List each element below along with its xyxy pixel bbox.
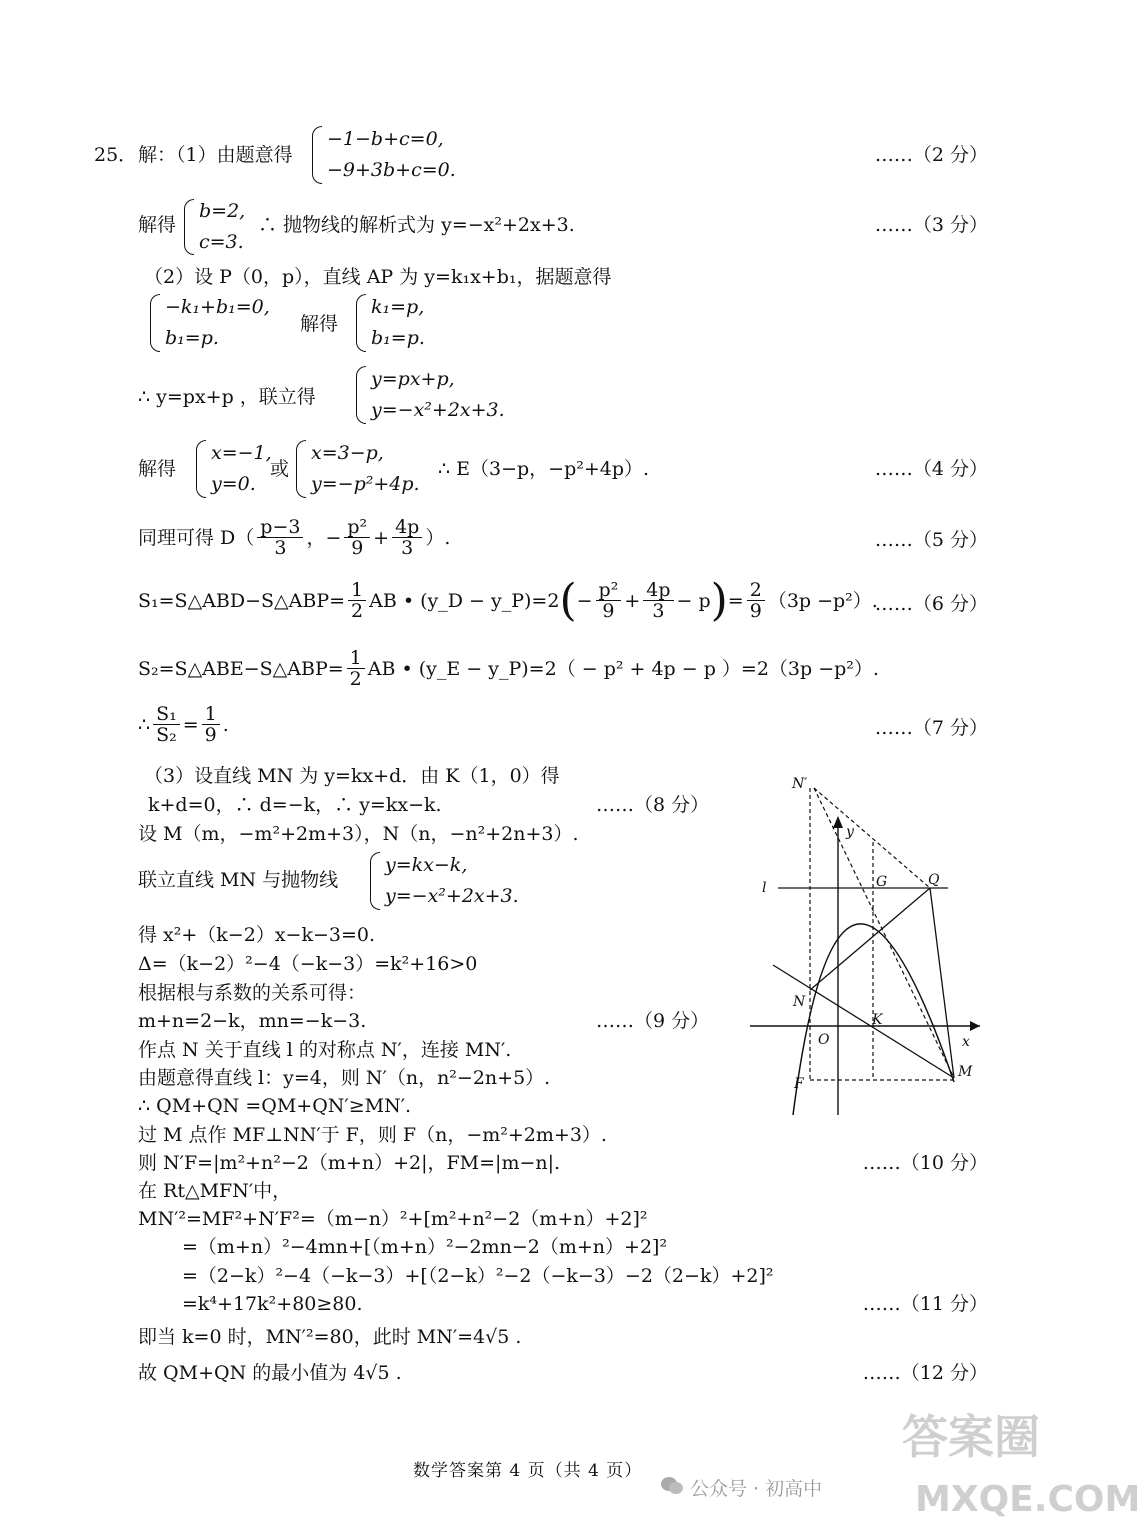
fraction <box>153 704 180 745</box>
page-footer: 数学答案第 4 页（共 4 页） <box>413 1461 643 1481</box>
label-N: N <box>793 994 806 1010</box>
score-mark: ……（4 分） <box>874 458 988 480</box>
left-paren: ( <box>559 574 577 626</box>
p3-line: 设 M（m，−m²+2m+3），N（n，−n²+2n+3）. <box>138 823 579 845</box>
equation: y=kx−k, <box>385 854 468 876</box>
watermark-site: MXQE.COM <box>915 1479 1140 1520</box>
equation: y=px+p, <box>371 368 455 390</box>
text: （3p −p²）. <box>767 589 878 612</box>
numerator: p−3 <box>257 517 303 538</box>
equation: y=−p²+4p. <box>311 473 420 495</box>
score-mark: ……（2 分） <box>874 144 988 166</box>
numerator: 2 <box>747 580 765 601</box>
text: S₁=S△ABD−S△ABP= <box>138 589 346 612</box>
fraction <box>344 517 370 558</box>
or-label: 或 <box>270 458 290 480</box>
denominator: 3 <box>274 537 287 559</box>
equation-system <box>356 364 505 426</box>
p3-line: （3）设直线 MN 为 y=kx+d．由 K（1，0）得 <box>144 765 560 787</box>
equation: −9+3b+c=0. <box>327 159 456 181</box>
equation-system <box>356 292 425 354</box>
p3-line: =（2−k）²−4（−k−3）+[（2−k）²−2（−k−3）−2（2−k）+2]² <box>182 1265 774 1287</box>
equation: b₁=p. <box>371 327 425 349</box>
y-axis-arrow-icon <box>833 816 843 828</box>
equation: c=3. <box>199 231 244 253</box>
denominator: S₂ <box>156 724 177 746</box>
p3-line: 由题意得直线 l：y=4，则 N′（n，n²−2n+5）. <box>138 1067 551 1089</box>
label-F: F <box>794 1076 804 1092</box>
equation-system <box>312 124 456 186</box>
equation: x=−1, <box>211 442 272 464</box>
fraction <box>202 704 220 745</box>
equation-system <box>296 438 420 500</box>
label-x: x <box>962 1034 970 1050</box>
score-mark: ……（7 分） <box>874 717 988 739</box>
denominator: 9 <box>204 724 217 746</box>
numerator: p² <box>596 580 622 601</box>
equation-system <box>196 438 272 500</box>
parabola-figure <box>748 770 988 1120</box>
solve-label: 解得 <box>138 458 177 480</box>
fraction <box>392 517 422 558</box>
score-mark: ……（9 分） <box>596 1010 710 1032</box>
denominator: 3 <box>401 537 414 559</box>
denominator: 2 <box>351 600 364 622</box>
fraction <box>747 580 765 621</box>
score-mark: ……（10 分） <box>862 1152 988 1174</box>
p3-line: =k⁴+17k²+80≥80. <box>182 1293 363 1315</box>
denominator: 2 <box>349 668 362 690</box>
equation: b₁=p. <box>165 327 219 349</box>
p3-line: ∴ QM+QN =QM+QN′≥MN′. <box>138 1095 412 1117</box>
equation: y=0. <box>211 473 256 495</box>
p3-line: Δ=（k−2）²−4（−k−3）=k²+16>0 <box>138 953 478 975</box>
label-M: M <box>958 1064 973 1080</box>
p3-line: MN′²=MF²+N′F²=（m−n）²+[m²+n²−2（m+n）+2]² <box>138 1208 648 1230</box>
point-D <box>138 517 450 558</box>
text: − p <box>676 589 711 612</box>
denominator: 9 <box>602 600 615 622</box>
numerator: S₁ <box>153 704 180 725</box>
text: = <box>182 713 199 736</box>
equation-system <box>184 196 245 258</box>
watermark-account: 公众号 · 初高中 <box>690 1478 823 1500</box>
text: ∴ <box>138 713 151 736</box>
text: + <box>373 526 390 549</box>
p3-line: 则 N′F=|m²+n²−2（m+n）+2|，FM=|m−n|. <box>138 1152 561 1174</box>
equation: y=−x²+2x+3. <box>371 399 505 421</box>
text: . <box>222 713 229 736</box>
text: = <box>727 589 744 612</box>
solve-label: 解得 <box>138 214 177 236</box>
equation: y=−x²+2x+3. <box>385 885 519 907</box>
p3-line: 得 x²+（k−2）x−k−3=0. <box>138 924 376 946</box>
p3-line: m+n=2−k，mn=−k−3. <box>138 1010 367 1032</box>
p2-intro: （2）设 P（0，p），直线 AP 为 y=k₁x+b₁，据题意得 <box>144 266 612 288</box>
denominator: 9 <box>749 600 762 622</box>
x-axis-arrow-icon <box>970 1021 980 1031</box>
numerator: p² <box>344 517 370 538</box>
fraction <box>257 517 303 558</box>
text: − <box>576 589 593 612</box>
score-mark: ……（5 分） <box>874 529 988 551</box>
label-Q: Q <box>928 872 940 888</box>
equation: k₁=p, <box>371 296 425 318</box>
equation: b=2, <box>199 200 246 222</box>
score-mark: ……（6 分） <box>874 593 988 615</box>
equation: x=3−p, <box>311 442 384 464</box>
p3-line: k+d=0，∴ d=−k，∴ y=kx−k. <box>148 794 442 816</box>
p3-line: 即当 k=0 时，MN′²=80，此时 MN′=4√5 . <box>138 1326 522 1348</box>
p3-line: 作点 N 关于直线 l 的对称点 N′，连接 MN′. <box>138 1039 512 1061</box>
p2-line: ∴ y=px+p ，联立得 <box>138 386 316 408</box>
wechat-icon <box>660 1475 684 1497</box>
numerator: 1 <box>202 704 220 725</box>
numerator: 4p <box>643 580 673 601</box>
text: AB • (y_D − y_P)=2 <box>369 589 560 612</box>
score-mark: ……（3 分） <box>874 214 988 236</box>
numerator: 1 <box>348 580 366 601</box>
fraction <box>347 648 365 689</box>
solve-label: 解得 <box>300 313 339 335</box>
score-mark: ……（12 分） <box>862 1362 988 1384</box>
watermark-logo: 答案圈 <box>902 1410 1040 1464</box>
label-Nprime: N′ <box>792 776 808 792</box>
numerator: 4p <box>392 517 422 538</box>
text: ，− <box>306 526 342 549</box>
score-mark: ……（11 分） <box>862 1293 988 1315</box>
p1-intro: 解：（1）由题意得 <box>138 144 293 166</box>
fraction <box>348 580 366 621</box>
s2-equation <box>138 648 879 689</box>
equation: −k₁+b₁=0, <box>165 296 270 318</box>
text: S₂=S△ABE−S△ABP= <box>138 657 344 680</box>
p3-line: =（m+n）²−4mn+[（m+n）²−2mn−2（m+n）+2]² <box>182 1236 668 1258</box>
p3-line: 联立直线 MN 与抛物线 <box>138 869 339 891</box>
text: ）. <box>425 526 451 549</box>
label-l: l <box>762 880 767 896</box>
text: + <box>624 589 641 612</box>
equation-system <box>150 292 270 354</box>
right-paren: ) <box>710 574 728 626</box>
equation-system <box>370 850 519 912</box>
text: AB • (y_E − y_P)=2（ − p² + 4p − p ）=2（3p −p²）. <box>367 657 879 680</box>
p3-line: 过 M 点作 MF⊥NN′于 F，则 F（n，−m²+2m+3）. <box>138 1124 607 1146</box>
segment-NprimeQ <box>814 788 930 888</box>
label-G: G <box>876 874 888 890</box>
fraction <box>596 580 622 621</box>
label-K: K <box>872 1012 883 1028</box>
ratio-equation <box>138 704 229 745</box>
problem-number: 25． <box>94 144 138 166</box>
s1-equation <box>138 574 878 626</box>
denominator: 9 <box>351 537 364 559</box>
p1-result: ∴ 抛物线的解析式为 y=−x²+2x+3. <box>258 214 575 236</box>
text: 同理可得 D（ <box>138 526 255 549</box>
equation: −1−b+c=0, <box>327 128 444 150</box>
label-O: O <box>818 1032 830 1048</box>
point-E: ∴ E（3−p，−p²+4p）. <box>438 458 650 480</box>
denominator: 3 <box>652 600 665 622</box>
fraction <box>643 580 673 621</box>
label-y: y <box>846 824 854 840</box>
p3-line: 在 Rt△MFN′中， <box>138 1180 292 1202</box>
numerator: 1 <box>347 648 365 669</box>
p3-line: 根据根与系数的关系可得： <box>138 982 367 1004</box>
score-mark: ……（8 分） <box>596 794 710 816</box>
p3-line: 故 QM+QN 的最小值为 4√5 . <box>138 1362 402 1384</box>
